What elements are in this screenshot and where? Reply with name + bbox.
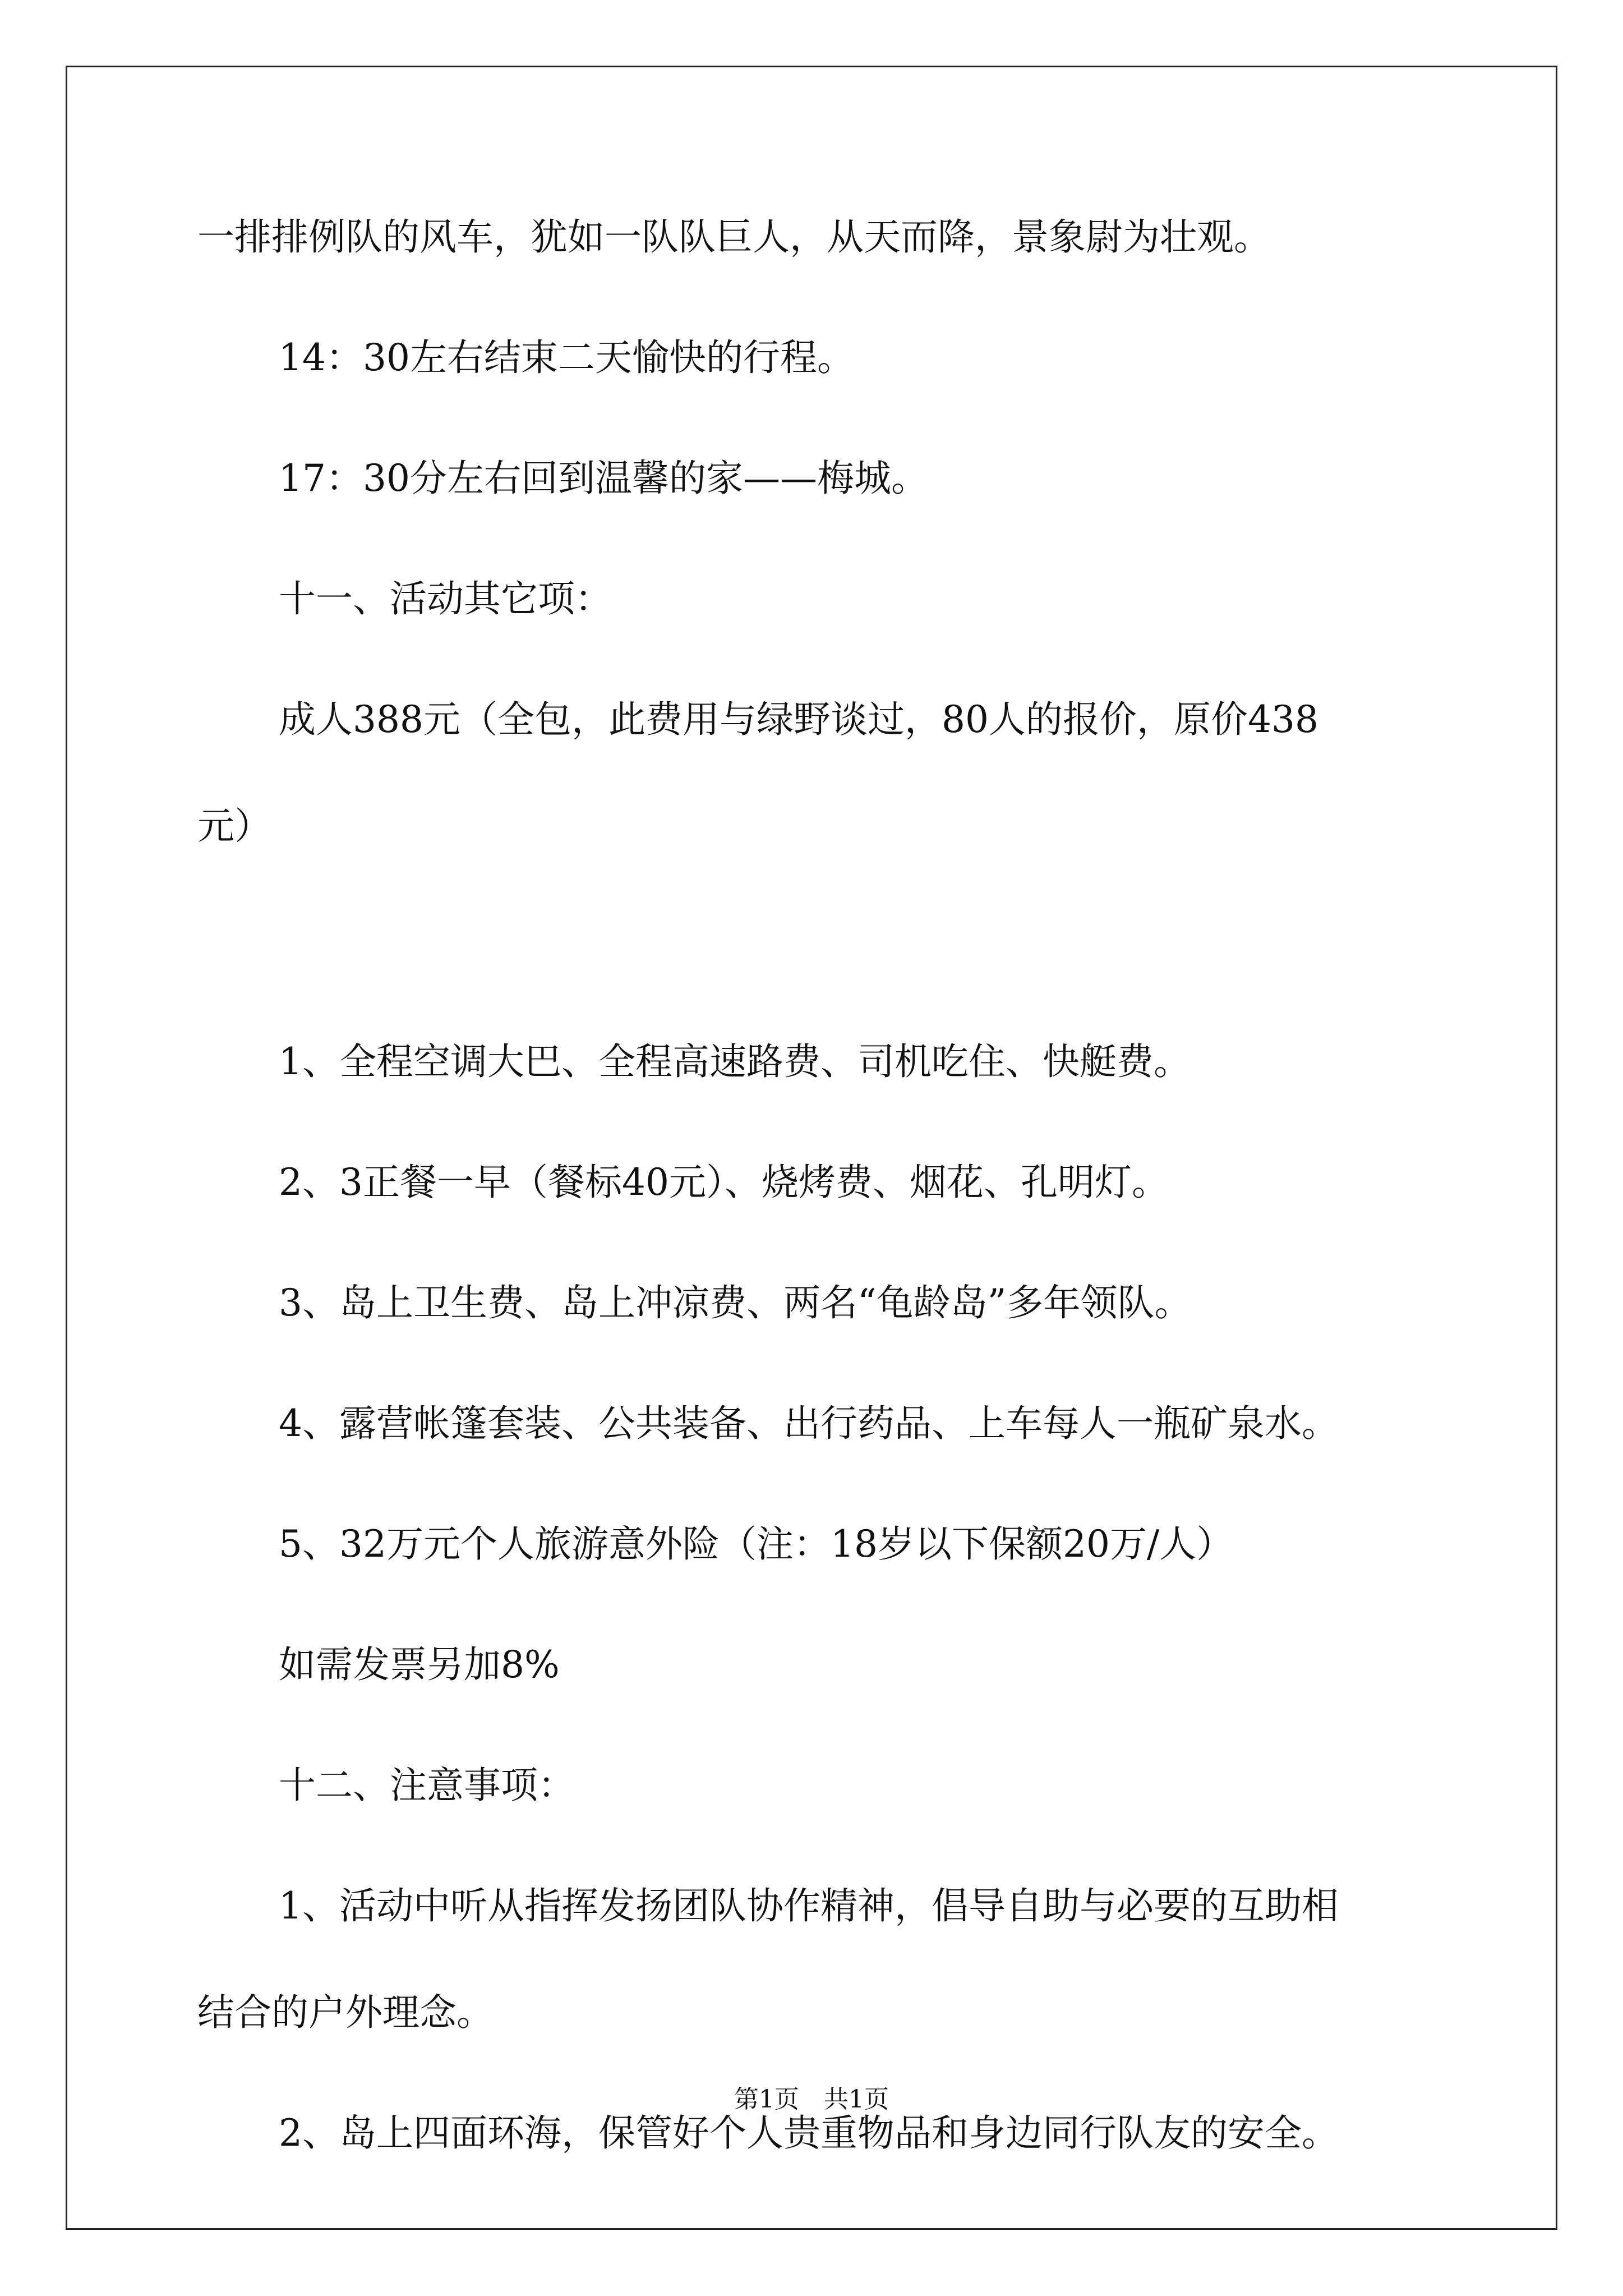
paragraph-return-time: 17：30分左右回到温馨的家——梅城。 (279, 457, 928, 500)
document-body (197, 202, 1431, 2153)
paragraph-windmill: 一排排例队的风车，犹如一队队巨人，从天而降，景象尉为壮观。 (197, 215, 1271, 259)
list-item-island-fees: 3、岛上卫生费、岛上冲凉费、两名“龟龄岛”多年领队。 (279, 1281, 1192, 1324)
list-item-follow-instructions: 1、活动中听从指挥发扬团队协作精神，倡导自助与必要的互助相 (279, 1884, 1339, 1927)
section-heading-other-items: 十一、活动其它项： (279, 577, 612, 620)
paragraph-adult-price-cont: 元） (197, 804, 271, 848)
paragraph-adult-price: 成人388元（全包，此费用与绿野谈过，80人的报价，原价438 (279, 698, 1318, 741)
list-item-insurance: 5、32万元个人旅游意外险（注：18岁以下保额20万/人） (279, 1522, 1234, 1566)
page-number: 第1页 共1页 (734, 2085, 889, 2114)
list-item-camping-gear: 4、露营帐篷套装、公共装备、出行药品、上车每人一瓶矿泉水。 (279, 1402, 1339, 1445)
list-item-transport: 1、全程空调大巴、全程高速路费、司机吃住、快艇费。 (279, 1040, 1191, 1083)
list-item-meals: 2、3正餐一早（餐标40元）、烧烤费、烟花、孔明灯。 (279, 1161, 1169, 1204)
paragraph-end-trip-time: 14：30左右结束二天愉快的行程。 (279, 336, 854, 379)
list-item-follow-instructions-cont: 结合的户外理念。 (197, 1991, 494, 2034)
paragraph-invoice-note: 如需发票另加8% (279, 1643, 560, 1686)
section-heading-precautions: 十二、注意事项： (279, 1764, 575, 1807)
list-item-safety: 2、岛上四面环海，保管好个人贵重物品和身边同行队友的安全。 (279, 2111, 1339, 2155)
